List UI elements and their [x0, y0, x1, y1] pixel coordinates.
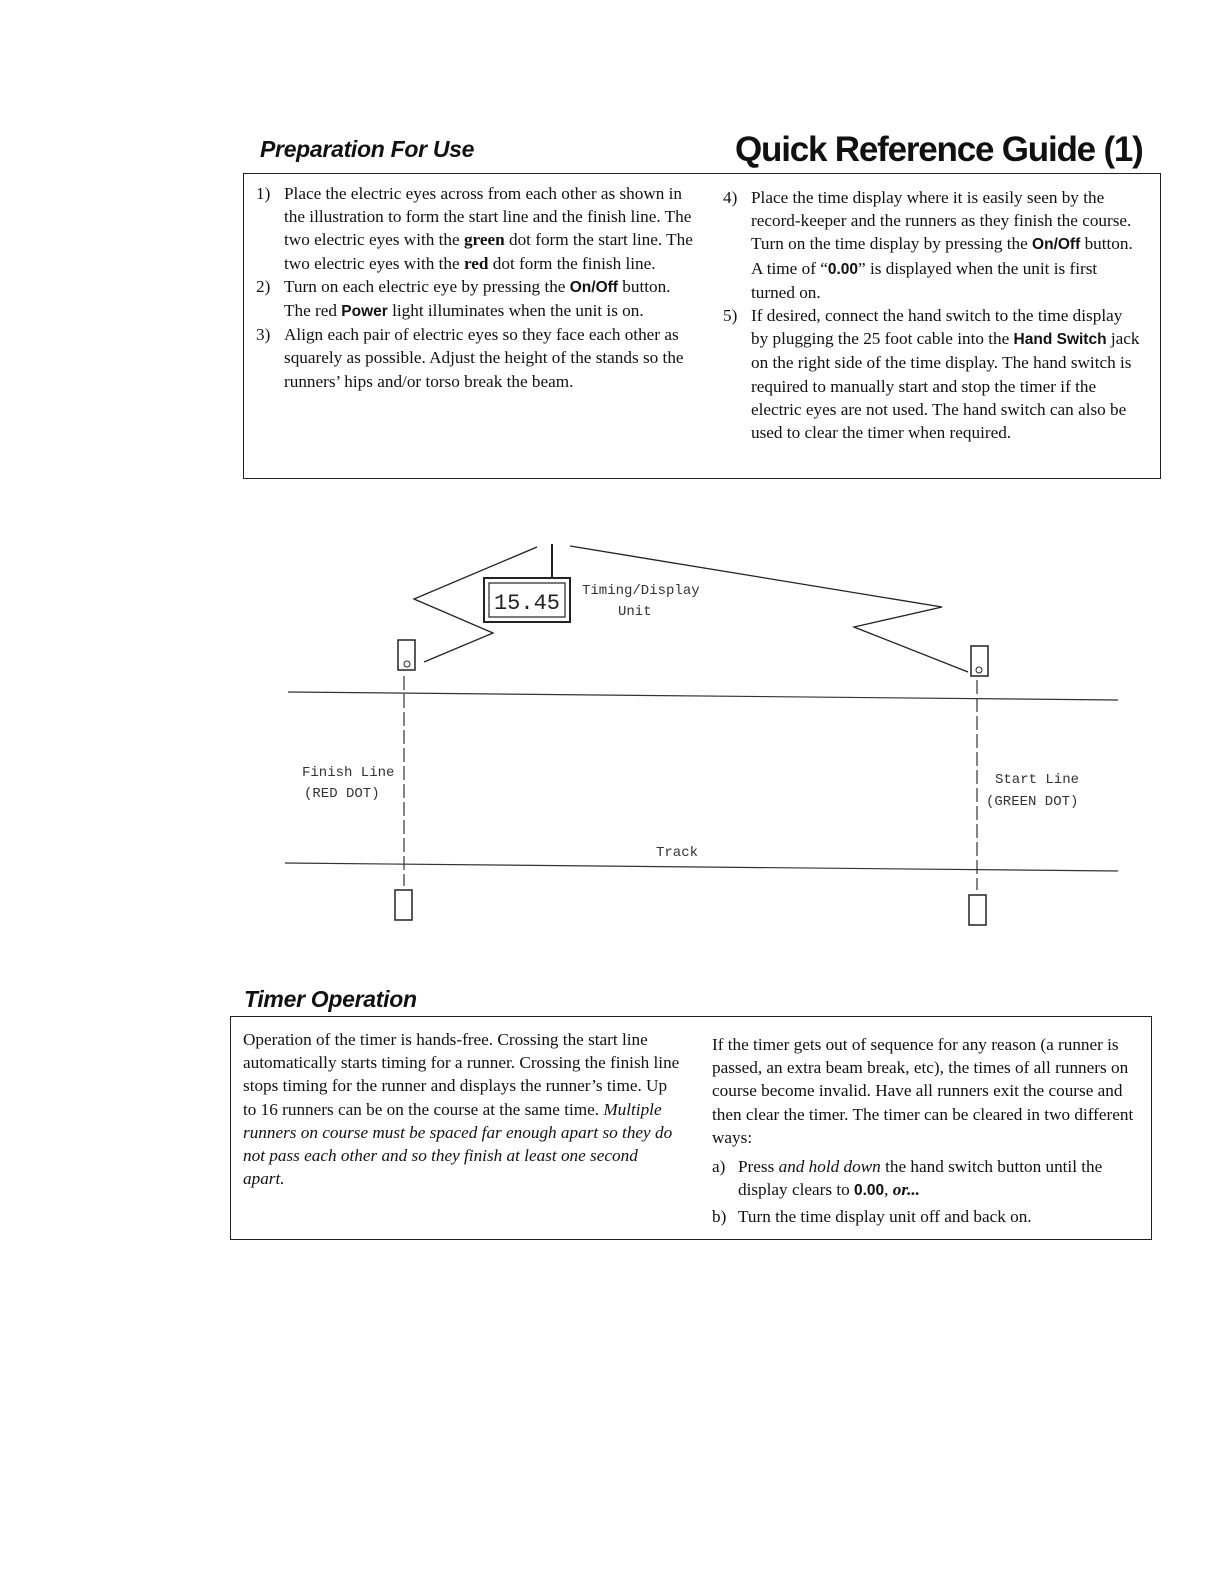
step-1: 1) Place the electric eyes across from each other as shown in the illustration to form the start line and the finish line. The two electric eyes with the green dot form the start line. The two electric eyes with the red dot form the finish line.	[256, 184, 693, 273]
page-title: Quick Reference Guide (1)	[735, 130, 1143, 169]
unit-label-line2: Unit	[618, 604, 652, 620]
preparation-title: Preparation For Use	[260, 136, 475, 162]
track-label: Track	[656, 845, 699, 861]
start-line-dot-label: (GREEN DOT)	[986, 794, 1079, 810]
finish-line-label: Finish Line	[302, 765, 395, 781]
timer-right-column	[712, 1033, 1137, 1229]
track-edge-top	[288, 692, 1118, 700]
step-2: 2) Turn on each electric eye by pressing the On/Off button. The red Power light illuminates when the unit is on.	[256, 276, 671, 321]
clear-option-b: b) Turn the time display unit off and back on.	[712, 1207, 1032, 1227]
timer-left-column	[243, 1028, 683, 1190]
finish-line-dot-label: (RED DOT)	[304, 786, 380, 802]
timer-operation-title: Timer Operation	[244, 986, 417, 1012]
timer-description: Operation of the timer is hands-free. Crossing the start line automatically starts timing for a runner. Crossing the finish line stops timing for the runner and displays the runner’s time. Up to 16 runners can be on the course at the same time.	[243, 1030, 680, 1119]
finish-eye-bottom-icon	[395, 890, 412, 920]
step-3: 3) Align each pair of electric eyes so they face each other as squarely as possible. Adjust the height of the stands so the runners’ hips and/or torso break the beam.	[256, 325, 684, 391]
start-line-label: Start Line	[995, 772, 1080, 788]
display-value: 15.45	[493, 591, 561, 616]
unit-label-line1: Timing/Display	[582, 583, 700, 599]
step-4: 4) Place the time display where it is easily seen by the record-keeper and the runners as they finish the course. Turn on the time display by pressing the On/Off button. A time of “0.00” is displayed when the unit is first turned on.	[723, 188, 1133, 302]
track-edge-bottom	[285, 863, 1118, 871]
clear-option-a: a) Press and hold down the hand switch button until the display clears to 0.00, or...	[712, 1157, 1103, 1200]
step-5: 5) If desired, connect the hand switch to the time display by plugging the 25 foot cable into the Hand Switch jack on the right side of the time display. The hand switch is required to manually start and stop the timer if the electric eyes are not used. The hand switch can also be used to clear the timer when required.	[723, 306, 1140, 443]
start-eye-top-icon	[971, 646, 988, 676]
clear-timer-intro: If the timer gets out of sequence for any reason (a runner is passed, an extra beam break, etc), the times of all runners on course become invalid. Have all runners exit the course and then clear the timer. The timer can be cleared in two different ways:	[712, 1035, 1134, 1147]
timer-spacing-note: Multiple runners on course must be spaced far enough apart so they do not pass each other and so they finish at least one second apart.	[243, 1099, 673, 1189]
finish-eye-top-icon	[398, 640, 415, 670]
start-eye-bottom-icon	[969, 895, 986, 925]
